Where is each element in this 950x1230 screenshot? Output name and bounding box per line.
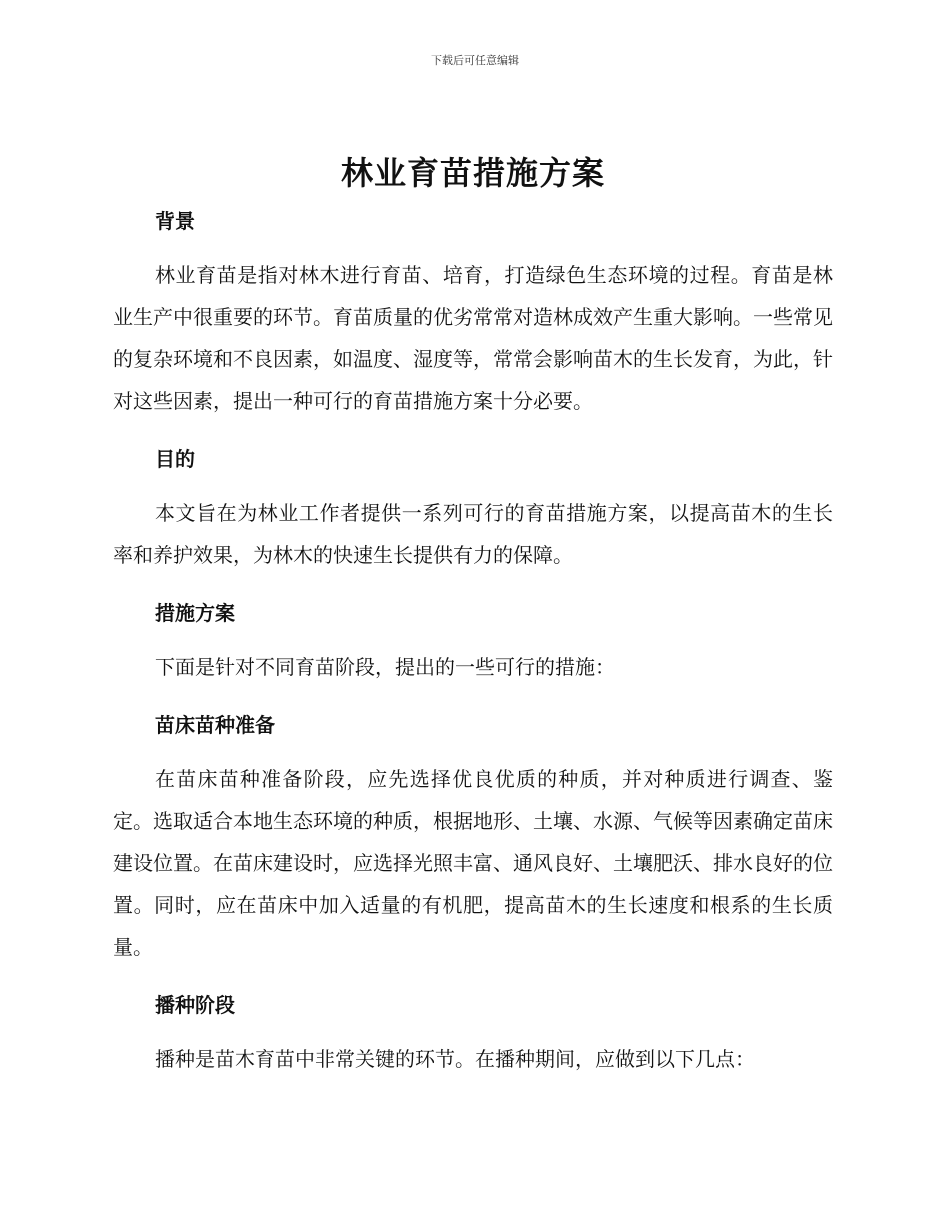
section-heading-seedbed: 苗床苗种准备 bbox=[155, 713, 275, 737]
document-title: 林业育苗措施方案 bbox=[340, 154, 605, 192]
section-heading-measures: 措施方案 bbox=[155, 601, 235, 625]
paragraph-purpose: 本文旨在为林业工作者提供一系列可行的育苗措施方案，以提高苗木的生长率和养护效果，为林木的快速生长提供有力的保障。 bbox=[113, 501, 833, 567]
page-header-note: 下载后可任意编辑 bbox=[431, 54, 519, 67]
document-body bbox=[113, 148, 833, 1080]
section-heading-sowing: 播种阶段 bbox=[155, 993, 235, 1017]
paragraph-sowing: 播种是苗木育苗中非常关键的环节。在播种期间，应做到以下几点： bbox=[155, 1047, 755, 1071]
section-heading-background: 背景 bbox=[155, 209, 195, 233]
section-heading-purpose: 目的 bbox=[155, 447, 195, 471]
paragraph-measures: 下面是针对不同育苗阶段，提出的一些可行的措施： bbox=[155, 655, 615, 679]
paragraph-background: 林业育苗是指对林木进行育苗、培育，打造绿色生态环境的过程。育苗是林业生产中很重要的环节。育苗质量的优劣常常对造林成效产生重大影响。一些常见的复杂环境和不良因素，如温度、湿度等，常常会影响苗木的生长发育，为此，针对这些因素，提出一种可行的育苗措施方案十分必要。 bbox=[113, 263, 833, 413]
paragraph-seedbed: 在苗床苗种准备阶段，应先选择优良优质的种质，并对种质进行调查、鉴定。选取适合本地生态环境的种质，根据地形、土壤、水源、气候等因素确定苗床建设位置。在苗床建设时，应选择光照丰富、通风良好、土壤肥沃、排水良好的位置。同时，应在苗床中加入适量的有机肥，提高苗木的生长速度和根系的生长质量。 bbox=[113, 767, 833, 959]
